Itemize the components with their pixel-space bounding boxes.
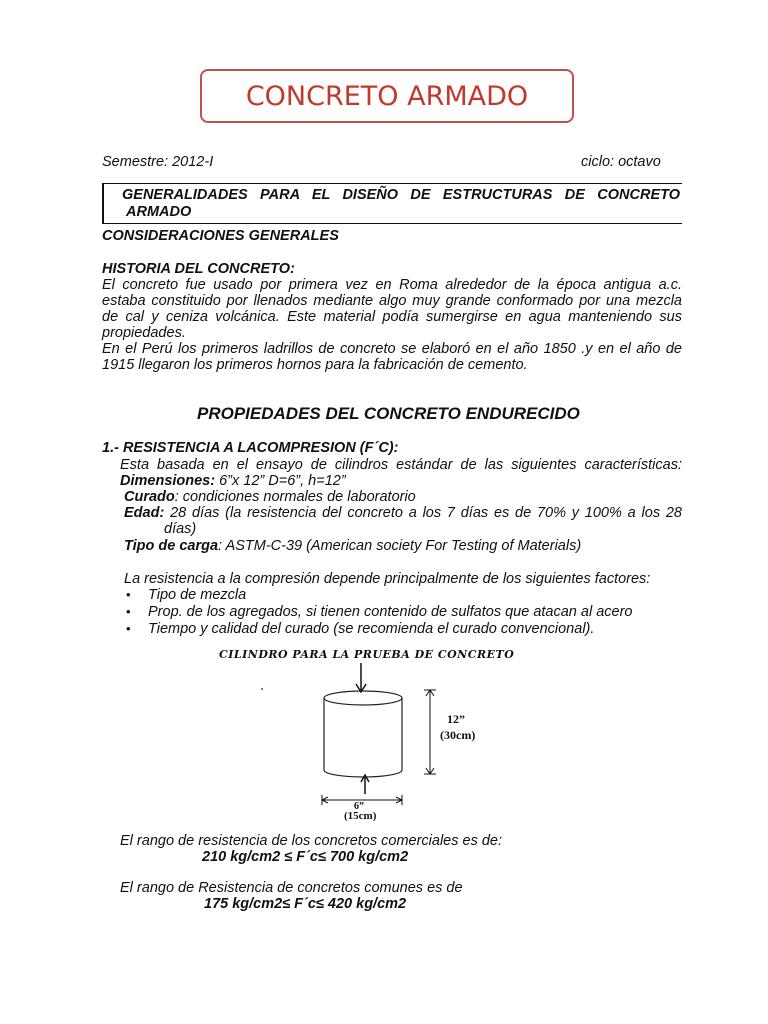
document-title: CONCRETO ARMADO (245, 81, 529, 112)
load-label: Tipo de carga (124, 538, 219, 554)
stray-dot (261, 688, 263, 690)
age-value-cont: días) (164, 521, 197, 537)
history-line-2: estaba constituido por llenados mediante algo muy grande conformado por una mezcla (102, 293, 682, 309)
cycle-label: ciclo: octavo (581, 154, 661, 170)
title-box (200, 69, 574, 123)
load-row (124, 538, 581, 555)
bullet-icon: • (126, 621, 131, 636)
history-title: HISTORIA DEL CONCRETO: (102, 261, 295, 277)
curing-value: : condiciones normales de laboratorio (174, 489, 416, 505)
factors-intro: La resistencia a la compresión depende principalmente de los siguientes factores: (124, 571, 651, 587)
diameter-label: 6” (354, 801, 364, 812)
main-heading-line1: GENERALIDADES PARA EL DISEÑO DE ESTRUCTURAS DE CONCRETO (122, 187, 680, 203)
figure-title: CILINDRO PARA LA PRUEBA DE CONCRETO (219, 648, 515, 661)
heading-divider (102, 223, 682, 224)
cylinder-shape (324, 691, 402, 777)
bullet-icon: • (126, 587, 131, 602)
height-dimension (424, 690, 436, 774)
factor-item-1: Tipo de mezcla (148, 587, 247, 603)
load-value: : ASTM-C-39 (American society For Testing of Materials) (218, 538, 582, 554)
height-label: 12” (447, 712, 465, 726)
common-range-text: El rango de Resistencia de concretos comunes es de (120, 880, 463, 896)
dimensions-label: Dimensiones: (120, 473, 216, 489)
considerations-heading: CONSIDERACIONES GENERALES (102, 228, 339, 244)
history-line-4: propiedades. (102, 325, 186, 341)
compression-intro: Esta basada en el ensayo de cilindros estándar de las siguientes características: (120, 457, 682, 473)
curing-label: Curado (124, 489, 175, 505)
dimensions-row (120, 473, 346, 490)
load-arrow-bottom (361, 775, 369, 794)
dimensions-value: 6”x 12” D=6”, h=12” (215, 473, 346, 489)
history-line-5: En el Perú los primeros ladrillos de concreto se elaboró en el año 1850 .y en el año de (102, 341, 682, 357)
load-arrow-top (356, 663, 366, 692)
commercial-range-value: 210 kg/cm2 ≤ F´c≤ 700 kg/cm2 (202, 849, 409, 865)
factor-item-3: Tiempo y calidad del curado (se recomienda el curado convencional). (148, 621, 595, 637)
diameter-cm-label: (15cm) (344, 810, 377, 822)
age-label: Edad: (124, 505, 165, 521)
semester-label: Semestre: 2012-I (102, 154, 214, 170)
properties-title: PROPIEDADES DEL CONCRETO ENDURECIDO (197, 404, 580, 423)
curing-row (124, 489, 416, 506)
commercial-range-text: El rango de resistencia de los concretos comerciales es de: (120, 833, 503, 849)
history-line-1: El concreto fue usado por primera vez en Roma alrededor de la época antigua a.c. (102, 277, 682, 293)
compression-subtitle: 1.- RESISTENCIA A LACOMPRESION (F´C): (102, 440, 399, 456)
height-cm-label: (30cm) (440, 728, 476, 742)
common-range-value: 175 kg/cm2≤ F´c≤ 420 kg/cm2 (204, 896, 407, 912)
age-row (124, 505, 682, 522)
age-value: 28 días (la resistencia del concreto a los 7 días es de 70% y 100% a los 28 (164, 505, 682, 521)
history-line-6: 1915 llegaron los primeros hornos para la fabricación de cemento. (102, 357, 528, 373)
factor-item-2: Prop. de los agregados, si tienen contenido de sulfatos que atacan al acero (148, 604, 633, 620)
history-line-3: de cal y ceniza volcánica. Este material podía sumergirse en agua manteniendo sus (102, 309, 682, 325)
bullet-icon: • (126, 604, 131, 619)
main-heading-line2: ARMADO (126, 204, 192, 220)
